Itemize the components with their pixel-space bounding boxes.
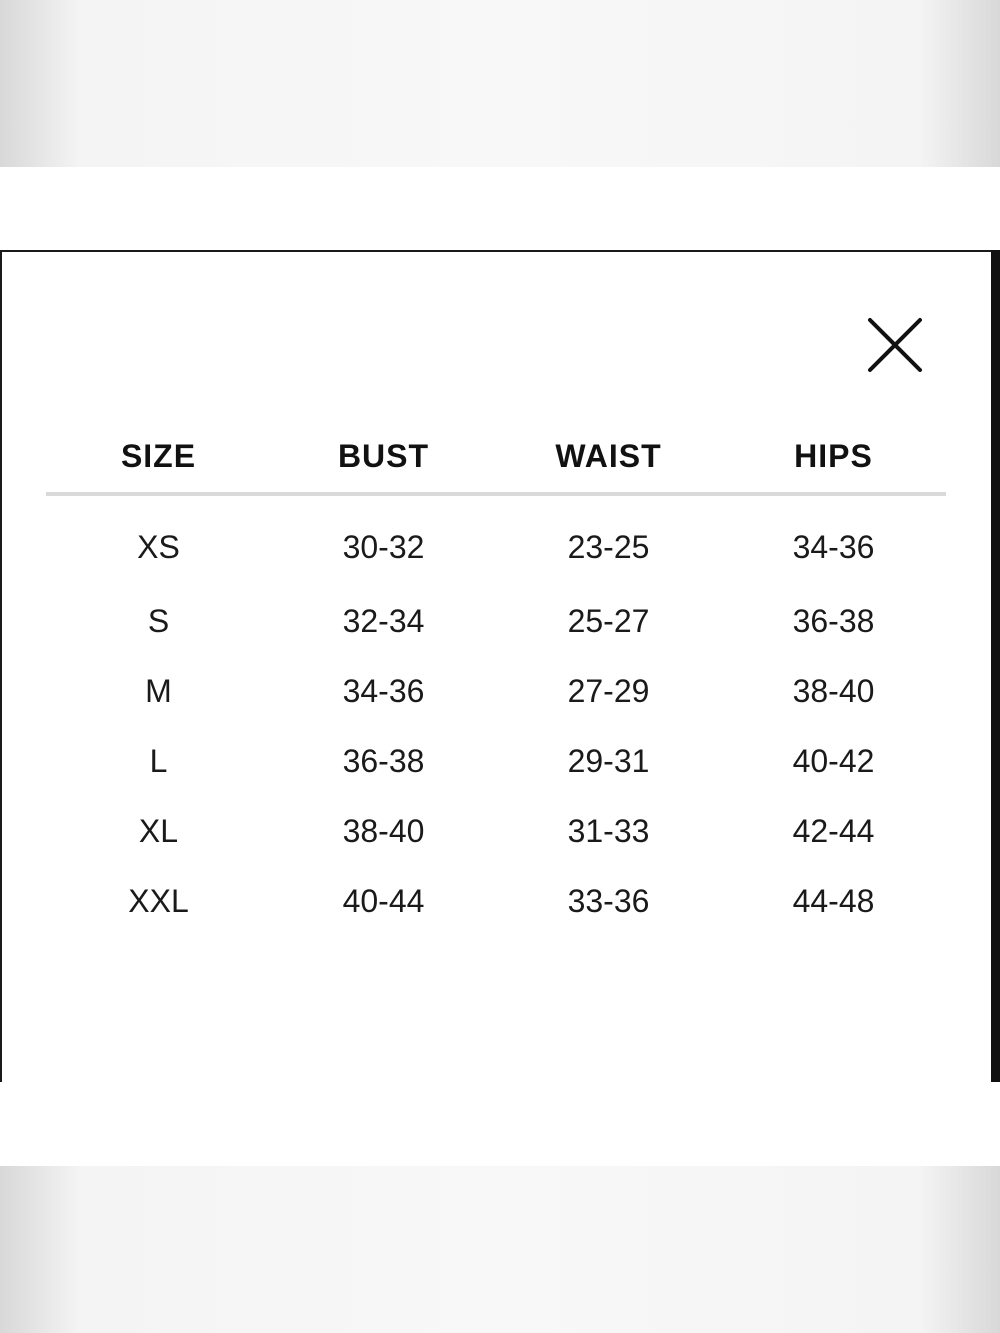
close-button[interactable] bbox=[866, 316, 924, 374]
table-row bbox=[46, 494, 946, 586]
table-row bbox=[46, 726, 946, 796]
table-row bbox=[46, 586, 946, 656]
waist-cell: 23-25 bbox=[567, 528, 650, 565]
waist-cell: 33-36 bbox=[567, 882, 650, 919]
bust-cell: 38-40 bbox=[342, 812, 425, 849]
waist-cell: 29-31 bbox=[567, 742, 650, 779]
bust-cell: 36-38 bbox=[342, 742, 425, 779]
table-row bbox=[46, 656, 946, 726]
column-header-size: SIZE bbox=[46, 420, 271, 494]
waist-cell: 31-33 bbox=[567, 812, 650, 849]
waist-cell: 25-27 bbox=[567, 602, 650, 639]
hips-cell: 34-36 bbox=[792, 528, 875, 565]
size-cell: L bbox=[149, 742, 168, 779]
close-icon bbox=[866, 316, 924, 374]
column-header-bust: BUST bbox=[271, 420, 496, 494]
top-background-band bbox=[0, 0, 1000, 167]
waist-cell: 27-29 bbox=[567, 672, 650, 709]
size-cell: XXL bbox=[128, 882, 189, 919]
hips-cell: 40-42 bbox=[792, 742, 875, 779]
size-cell: M bbox=[145, 672, 172, 709]
size-cell: XL bbox=[138, 812, 179, 849]
hips-cell: 42-44 bbox=[792, 812, 875, 849]
size-cell: S bbox=[147, 602, 170, 639]
bottom-background-band bbox=[0, 1166, 1000, 1333]
hips-cell: 38-40 bbox=[792, 672, 875, 709]
table-header-row bbox=[46, 420, 946, 494]
modal-left-border bbox=[0, 250, 2, 1082]
table-row bbox=[46, 796, 946, 866]
hips-cell: 44-48 bbox=[792, 882, 875, 919]
bust-cell: 32-34 bbox=[342, 602, 425, 639]
table-row bbox=[46, 866, 946, 936]
hips-cell: 36-38 bbox=[792, 602, 875, 639]
modal-right-border bbox=[991, 250, 1000, 1082]
size-cell: XS bbox=[137, 528, 180, 565]
bust-cell: 34-36 bbox=[342, 672, 425, 709]
bust-cell: 40-44 bbox=[342, 882, 425, 919]
column-header-hips: HIPS bbox=[721, 420, 946, 494]
size-chart-table bbox=[46, 420, 946, 936]
bust-cell: 30-32 bbox=[342, 528, 425, 565]
column-header-waist: WAIST bbox=[496, 420, 721, 494]
